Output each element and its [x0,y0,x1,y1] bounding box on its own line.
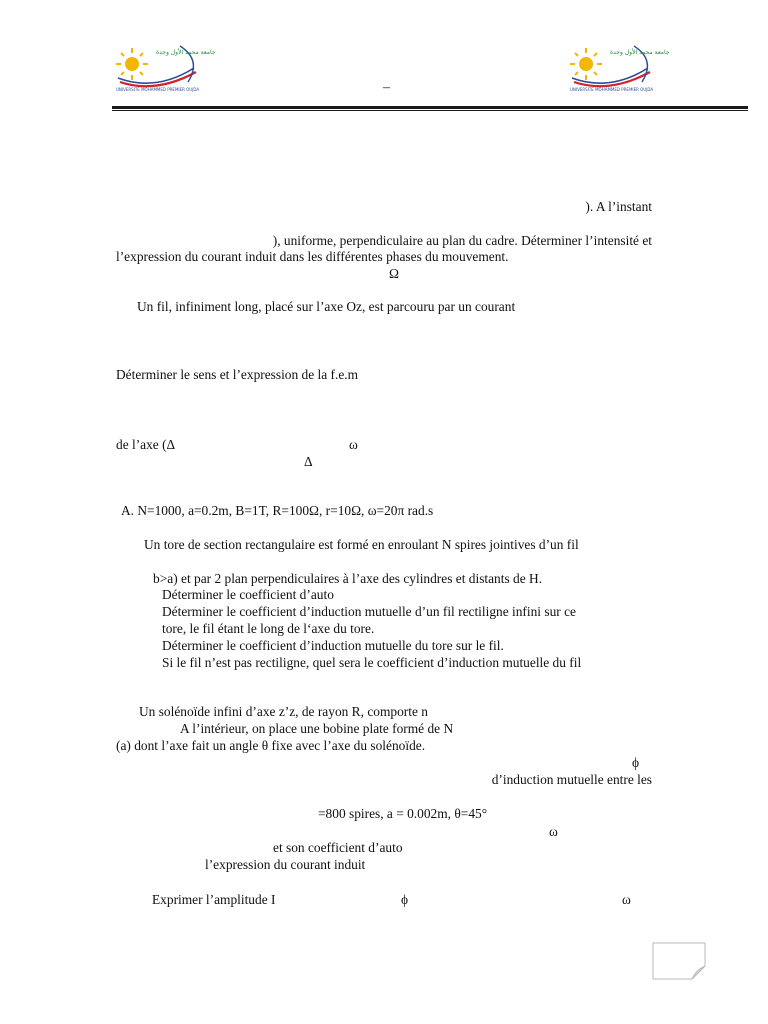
svg-text:جامعة محمد الأول وجدة: جامعة محمد الأول وجدة [156,49,216,56]
text-line: Un fil, infiniment long, placé sur l’axe Oz, est parcouru par un courant [137,299,516,314]
text-line: tore, le fil étant le long de l‘axe du tore. [162,621,375,636]
text-line: et son coefficient d’auto [273,840,403,855]
header-rule [112,106,748,109]
text-line: Un tore de section rectangulaire est formé en enroulant N spires jointives d’un fil [144,537,579,552]
text-line: l’expression du courant induit dans les différentes phases du mouvement. [116,249,509,264]
svg-text:جامعة محمد الأول وجدة: جامعة محمد الأول وجدة [610,49,670,56]
text-line: Un solénoïde infini d’axe z’z, de rayon R, comporte n [139,704,428,719]
text-line: de l’axe (Δ [116,437,176,452]
text-line: Exprimer l’amplitude I [152,892,276,907]
sun-icon [116,48,148,80]
svg-text:UNIVERSITE MOHAMMED PREMIER OU: UNIVERSITE MOHAMMED PREMIER OUJDA [116,87,200,92]
university-logo-right [564,42,670,94]
text-symbol: Δ [304,454,313,469]
text-line: =800 spires, a = 0.002m, θ=45° [318,806,488,821]
text-symbol: ω [349,437,358,452]
text-line: l’expression du courant induit [205,857,366,872]
sun-icon [570,48,602,80]
header-rule-thin [112,110,748,111]
text-line: (a) dont l’axe fait un angle θ fixe avec l’axe du solénoïde. [116,738,426,753]
text-line: Déterminer le sens et l’expression de la f.e.m [116,367,359,382]
text-line: Si le fil n’est pas rectiligne, quel sera le coefficient d’induction mutuelle du fil [162,655,582,670]
text-line: A l’intérieur, on place une bobine plate formé de N [180,721,454,736]
text-line: d’induction mutuelle entre les [491,772,652,787]
svg-text:UNIVERSITE MOHAMMED PREMIER OU: UNIVERSITE MOHAMMED PREMIER OUJDA [570,87,654,92]
text-symbol: Ω [389,266,399,281]
text-line: ), uniforme, perpendiculaire au plan du cadre. Déterminer l’intensité et [272,233,652,248]
text-symbol: ω [549,824,558,839]
text-symbol: ϕ [632,755,640,770]
text-line: Déterminer le coefficient d’induction mutuelle du tore sur le fil. [162,638,504,653]
page-curl-icon [652,942,706,980]
text-line: ). A l’instant [585,199,652,214]
text-line: Déterminer le coefficient d’auto [162,587,334,602]
text-line: Déterminer le coefficient d’induction mutuelle d’un fil rectiligne infini sur ce [162,604,576,619]
text-line: b>a) et par 2 plan perpendiculaires à l’axe des cylindres et distants de H. [153,571,543,586]
text-symbol: ω [622,892,631,907]
university-logo-left [110,42,216,94]
text-line: A. N=1000, a=0.2m, B=1T, R=100Ω, r=10Ω, ω=20π rad.s [121,503,434,518]
header-center-mark: – [383,80,390,95]
text-symbol: ϕ [401,892,409,907]
